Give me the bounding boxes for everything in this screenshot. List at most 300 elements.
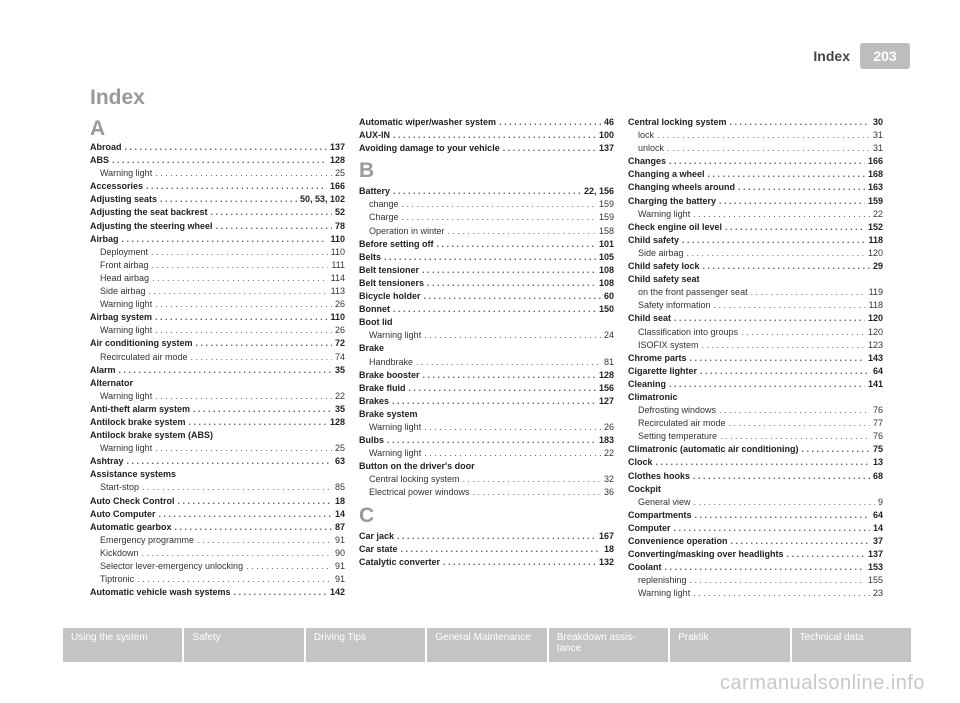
dot-leader [681, 391, 880, 404]
entry-term: Car state [359, 543, 398, 554]
entry-page-ref: 24 [603, 330, 614, 341]
section-tab[interactable]: Driving Tips [306, 628, 425, 662]
dot-leader [693, 587, 870, 600]
entry-term: Tiptronic [100, 574, 135, 585]
entry-page-ref: 22 [603, 448, 614, 459]
dot-leader [693, 208, 870, 221]
entry-term: Compartments [628, 509, 692, 520]
index-subentry [628, 129, 883, 142]
entry-term: Brake booster [359, 369, 420, 380]
dot-leader [137, 573, 332, 586]
entry-term: Selector lever-emergency unlocking [100, 561, 244, 571]
entry-term: Bonnet [359, 304, 390, 315]
dot-leader [499, 116, 601, 129]
dot-leader [669, 155, 865, 168]
entry-term: Warning light [638, 208, 691, 219]
entry-term: ABS [90, 155, 110, 166]
entry-page-ref: 166 [329, 181, 345, 192]
index-subentry [359, 447, 614, 460]
entry-list [359, 185, 614, 499]
dot-leader [702, 339, 865, 352]
entry-page-ref: 152 [867, 221, 883, 232]
entry-term: change [369, 199, 399, 210]
entry-term: Car jack [359, 530, 395, 541]
index-entry [90, 508, 345, 521]
entry-page-ref: 108 [598, 277, 614, 288]
entry-page-ref: 87 [334, 521, 345, 532]
entry-term: Changing a wheel [628, 169, 705, 180]
dot-leader [125, 141, 327, 154]
entry-page-ref: 168 [867, 169, 883, 180]
index-entry [90, 141, 345, 154]
index-entry [359, 543, 614, 556]
dot-leader [401, 543, 601, 556]
index-entry [90, 220, 345, 233]
dot-leader [142, 481, 332, 494]
index-entry [90, 364, 345, 377]
entry-page-ref: 155 [867, 575, 883, 586]
entry-term: Automatic wiper/washer system [359, 117, 497, 127]
dot-leader [393, 185, 581, 198]
dot-leader [155, 390, 332, 403]
entry-term: Accessories [90, 181, 144, 192]
dot-leader [730, 116, 870, 129]
index-entry [359, 395, 614, 408]
index-subentry [359, 225, 614, 238]
entry-page-ref: 120 [867, 326, 883, 337]
index-subentry [90, 390, 345, 403]
dot-leader [179, 468, 342, 481]
dot-leader [714, 299, 866, 312]
entry-page-ref: 119 [868, 287, 883, 298]
index-entry [628, 470, 883, 483]
index-entry [90, 206, 345, 219]
dot-leader [392, 395, 596, 408]
entry-term: lock [638, 130, 655, 141]
index-entry [359, 382, 614, 395]
dot-leader [703, 273, 880, 286]
entry-term: Changing wheels around [628, 182, 736, 193]
index-entry [359, 116, 614, 129]
dot-leader [503, 142, 596, 155]
entry-list [359, 530, 614, 569]
entry-page-ref: 127 [598, 395, 614, 406]
entry-term: Auto Computer [90, 508, 156, 519]
entry-page-ref: 118 [868, 300, 883, 311]
dot-leader [402, 198, 596, 211]
index-entry [359, 556, 614, 569]
entry-list [359, 116, 614, 155]
entry-page-ref: 63 [334, 456, 345, 467]
entry-page-ref: 166 [867, 156, 883, 167]
entry-term: replenishing [638, 575, 687, 586]
dot-leader [703, 260, 870, 273]
entry-term: Warning light [100, 299, 153, 310]
entry-term: Child safety seat [628, 274, 700, 285]
index-entry [628, 548, 883, 561]
dot-leader [463, 473, 601, 486]
index-subentry [628, 339, 883, 352]
entry-page-ref: 64 [872, 365, 883, 376]
index-entry [90, 455, 345, 468]
section-tab-bar [63, 628, 911, 662]
entry-page-ref: 111 [331, 259, 345, 270]
entry-term: Warning light [369, 330, 422, 341]
entry-term: Operation in winter [369, 225, 445, 236]
dot-leader [424, 329, 601, 342]
index-entry [90, 193, 345, 206]
entry-page-ref: 35 [334, 403, 345, 414]
index-subentry [359, 198, 614, 211]
entry-term: Adjusting the steering wheel [90, 220, 213, 231]
dot-leader [136, 377, 342, 390]
entry-term: Bicycle holder [359, 291, 421, 302]
entry-term: ISOFIX system [638, 339, 699, 350]
entry-page-ref: 23 [872, 588, 883, 599]
dot-leader [149, 285, 328, 298]
dot-leader [216, 429, 342, 442]
index-entry [359, 369, 614, 382]
dot-leader [155, 167, 332, 180]
entry-page-ref: 156 [598, 382, 614, 393]
index-subentry [628, 404, 883, 417]
entry-page-ref: 77 [872, 418, 883, 429]
index-entry [90, 468, 345, 481]
dot-leader [160, 193, 297, 206]
dot-leader [802, 443, 870, 456]
entry-page-ref: 26 [603, 421, 614, 432]
entry-term: Kickdown [100, 547, 139, 558]
index-entry [628, 312, 883, 325]
entry-term: Converting/masking over headlights [628, 549, 784, 560]
entry-page-ref: 128 [329, 416, 345, 427]
index-entry [628, 273, 883, 286]
entry-term: Clothes hooks [628, 470, 691, 481]
index-entry [359, 264, 614, 277]
entry-page-ref: 60 [603, 291, 614, 302]
dot-leader [751, 286, 866, 299]
dot-leader [656, 456, 870, 469]
dot-leader [397, 530, 596, 543]
entry-page-ref: 26 [334, 299, 345, 310]
index-entry [359, 408, 614, 421]
dot-leader [155, 442, 332, 455]
dot-leader [448, 225, 596, 238]
entry-page-ref: 90 [334, 547, 345, 558]
page-number-badge: 203 [860, 43, 910, 69]
dot-leader [196, 337, 332, 350]
dot-leader [700, 365, 870, 378]
dot-leader [211, 206, 332, 219]
index-subentry [90, 272, 345, 285]
index-subentry [359, 356, 614, 369]
entry-term: Antilock brake system (ABS) [90, 430, 214, 441]
dot-leader [393, 303, 596, 316]
entry-page-ref: 35 [334, 364, 345, 375]
entry-term: Safety information [638, 300, 711, 311]
entry-term: Airbag [90, 233, 119, 244]
dot-leader [175, 521, 332, 534]
index-entry [628, 509, 883, 522]
entry-term: Changes [628, 156, 667, 167]
entry-page-ref: 143 [867, 352, 883, 363]
dot-leader [708, 168, 865, 181]
index-entry [90, 416, 345, 429]
entry-page-ref: 108 [598, 264, 614, 275]
dot-leader [409, 382, 596, 395]
index-subentry [90, 324, 345, 337]
dot-leader [424, 447, 601, 460]
entry-term: Classification into groups [638, 326, 739, 337]
index-entry [628, 116, 883, 129]
entry-term: Climatronic [628, 391, 678, 402]
entry-term: Boot lid [359, 317, 393, 328]
entry-page-ref: 14 [334, 508, 345, 519]
index-entry [359, 129, 614, 142]
dot-leader [155, 324, 332, 337]
index-column-1 [90, 116, 345, 599]
index-column-2 [359, 116, 614, 569]
entry-term: Warning light [638, 588, 691, 599]
index-subentry [90, 259, 345, 272]
section-tab[interactable]: Praktik [670, 628, 789, 662]
entry-page-ref: 150 [598, 304, 614, 315]
dot-leader [473, 486, 601, 499]
dot-leader [234, 586, 327, 599]
entry-term: on the front passenger seat [638, 287, 748, 298]
header-title: Index [813, 48, 850, 64]
index-entry [90, 586, 345, 599]
entry-page-ref: 74 [334, 351, 345, 362]
index-entry [90, 180, 345, 193]
entry-term: AUX-IN [359, 130, 390, 141]
entry-page-ref: 75 [872, 444, 883, 455]
entry-term: Belt tensioners [359, 277, 425, 288]
entry-term: Auto Check Control [90, 495, 175, 506]
section-tab[interactable]: Using the system [63, 628, 182, 662]
dot-leader [119, 364, 332, 377]
entry-term: Convenience operation [628, 536, 728, 546]
index-entry [359, 460, 614, 473]
index-entry [359, 142, 614, 155]
entry-page-ref: 46 [603, 117, 614, 127]
entry-term: Belts [359, 251, 382, 262]
entry-term: Catalytic converter [359, 556, 441, 567]
index-entry [90, 521, 345, 534]
dot-leader [741, 326, 865, 339]
index-subentry [90, 560, 345, 573]
entry-term: Warning light [100, 168, 153, 179]
index-entry [628, 535, 883, 548]
entry-term: Defrosting windows [638, 405, 717, 416]
entry-term: Charging the battery [628, 195, 717, 206]
entry-term: Assistance systems [90, 469, 177, 480]
entry-term: Before setting off [359, 238, 434, 249]
index-entry [90, 311, 345, 324]
entry-page-ref: 9 [877, 496, 883, 507]
entry-term: Alarm [90, 364, 116, 375]
index-entry [628, 391, 883, 404]
entry-term: General view [638, 496, 691, 507]
entry-term: Air conditioning system [90, 338, 193, 349]
entry-page-ref: 91 [334, 561, 345, 571]
entry-page-ref: 91 [334, 534, 345, 545]
entry-page-ref: 110 [330, 312, 345, 323]
entry-term: Emergency programme [100, 534, 195, 545]
entry-page-ref: 110 [330, 246, 345, 257]
entry-term: Battery [359, 186, 391, 197]
entry-term: Central locking system [628, 117, 727, 127]
dot-leader [669, 378, 865, 391]
dot-leader [424, 421, 601, 434]
entry-term: Check engine oil level [628, 221, 723, 232]
entry-term: Warning light [369, 421, 422, 432]
entry-page-ref: 25 [334, 443, 345, 454]
index-entry [90, 233, 345, 246]
index-entry [90, 429, 345, 442]
index-entry [359, 238, 614, 251]
entry-page-ref: 76 [872, 431, 883, 442]
index-subentry [628, 247, 883, 260]
entry-term: Electrical power windows [369, 487, 470, 498]
entry-page-ref: 159 [598, 212, 614, 223]
index-subentry [628, 326, 883, 339]
entry-term: Cleaning [628, 378, 667, 389]
entry-page-ref: 18 [334, 495, 345, 506]
entry-page-ref: 31 [872, 143, 883, 154]
entry-list [628, 116, 883, 600]
dot-leader [738, 181, 865, 194]
entry-term: Central locking system [369, 474, 460, 485]
index-subentry [90, 534, 345, 547]
dot-leader [142, 547, 332, 560]
entry-page-ref: 114 [330, 272, 345, 283]
dot-leader [416, 356, 601, 369]
entry-term: Brake fluid [359, 382, 406, 393]
dot-leader [112, 154, 327, 167]
entry-term: Airbag system [90, 312, 153, 323]
dot-leader [197, 534, 332, 547]
dot-leader [657, 129, 870, 142]
entry-term: Automatic gearbox [90, 521, 172, 532]
dot-leader [387, 434, 596, 447]
entry-page-ref: 118 [868, 234, 883, 245]
entry-page-ref: 31 [872, 130, 883, 141]
entry-term: Automatic vehicle wash systems [90, 587, 231, 598]
entry-page-ref: 22 [334, 390, 345, 401]
entry-term: Cigarette lighter [628, 365, 698, 376]
letter-heading-b: B [359, 159, 375, 183]
dot-leader [667, 142, 870, 155]
section-tab[interactable]: Technical data [792, 628, 911, 662]
index-entry [90, 403, 345, 416]
entry-page-ref: 101 [598, 238, 614, 249]
index-subentry [359, 473, 614, 486]
index-subentry [628, 430, 883, 443]
dot-leader [421, 408, 611, 421]
index-entry [628, 181, 883, 194]
entry-page-ref: 128 [598, 369, 614, 380]
section-tab[interactable]: Safety [184, 628, 303, 662]
entry-term: Start-stop [100, 482, 140, 493]
index-entry [90, 154, 345, 167]
entry-term: Computer [628, 522, 671, 533]
entry-page-ref: 36 [603, 487, 614, 498]
section-tab[interactable]: General Maintenance [427, 628, 546, 662]
dot-leader [694, 496, 875, 509]
index-subentry [90, 246, 345, 259]
entry-page-ref: 141 [867, 378, 883, 389]
dot-leader [665, 561, 865, 574]
dot-leader [155, 311, 327, 324]
entry-term: Recirculated air mode [100, 351, 188, 362]
entry-term: Recirculated air mode [638, 418, 726, 429]
dot-leader [424, 290, 601, 303]
entry-page-ref: 18 [603, 543, 614, 554]
entry-term: Side airbag [638, 247, 684, 258]
entry-term: Side airbag [100, 286, 146, 297]
dot-leader [191, 351, 332, 364]
index-entry [90, 495, 345, 508]
dot-leader [427, 277, 596, 290]
entry-term: Front airbag [100, 259, 149, 270]
dot-leader [189, 416, 327, 429]
entry-page-ref: 50, 53, 102 [299, 194, 345, 205]
index-entry [359, 251, 614, 264]
index-entry [628, 456, 883, 469]
index-subentry [628, 299, 883, 312]
dot-leader [725, 221, 865, 234]
entry-page-ref: 13 [872, 457, 883, 468]
entry-term: Button on the driver's door [359, 461, 475, 472]
index-entry [359, 303, 614, 316]
index-subentry [90, 573, 345, 586]
entry-page-ref: 100 [598, 130, 614, 141]
index-entry [359, 530, 614, 543]
dot-leader [216, 220, 332, 233]
entry-term: Alternator [90, 377, 134, 388]
entry-page-ref: 81 [603, 356, 614, 367]
entry-term: Warning light [100, 443, 153, 454]
entry-term: Anti-theft alarm system [90, 403, 191, 414]
dot-leader [402, 211, 596, 224]
entry-page-ref: 132 [598, 556, 614, 567]
dot-leader [719, 404, 870, 417]
index-subentry [90, 481, 345, 494]
index-entry [628, 221, 883, 234]
dot-leader [719, 195, 865, 208]
dot-leader [478, 460, 611, 473]
entry-term: Warning light [100, 325, 153, 336]
index-entry [628, 522, 883, 535]
entry-page-ref: 163 [867, 182, 883, 193]
entry-term: Charge [369, 212, 399, 223]
entry-page-ref: 32 [603, 474, 614, 485]
page-header [813, 43, 910, 69]
index-subentry [628, 496, 883, 509]
index-entry [628, 443, 883, 456]
entry-page-ref: 91 [334, 574, 345, 585]
entry-page-ref: 113 [330, 286, 345, 297]
entry-term: Avoiding damage to your vehicle [359, 143, 500, 154]
entry-page-ref: 78 [334, 220, 345, 231]
index-subentry [359, 211, 614, 224]
dot-leader [151, 246, 328, 259]
index-entry [359, 277, 614, 290]
dot-leader [690, 574, 865, 587]
section-tab[interactable]: Breakdown assis- tance [549, 628, 668, 662]
dot-leader [682, 234, 865, 247]
